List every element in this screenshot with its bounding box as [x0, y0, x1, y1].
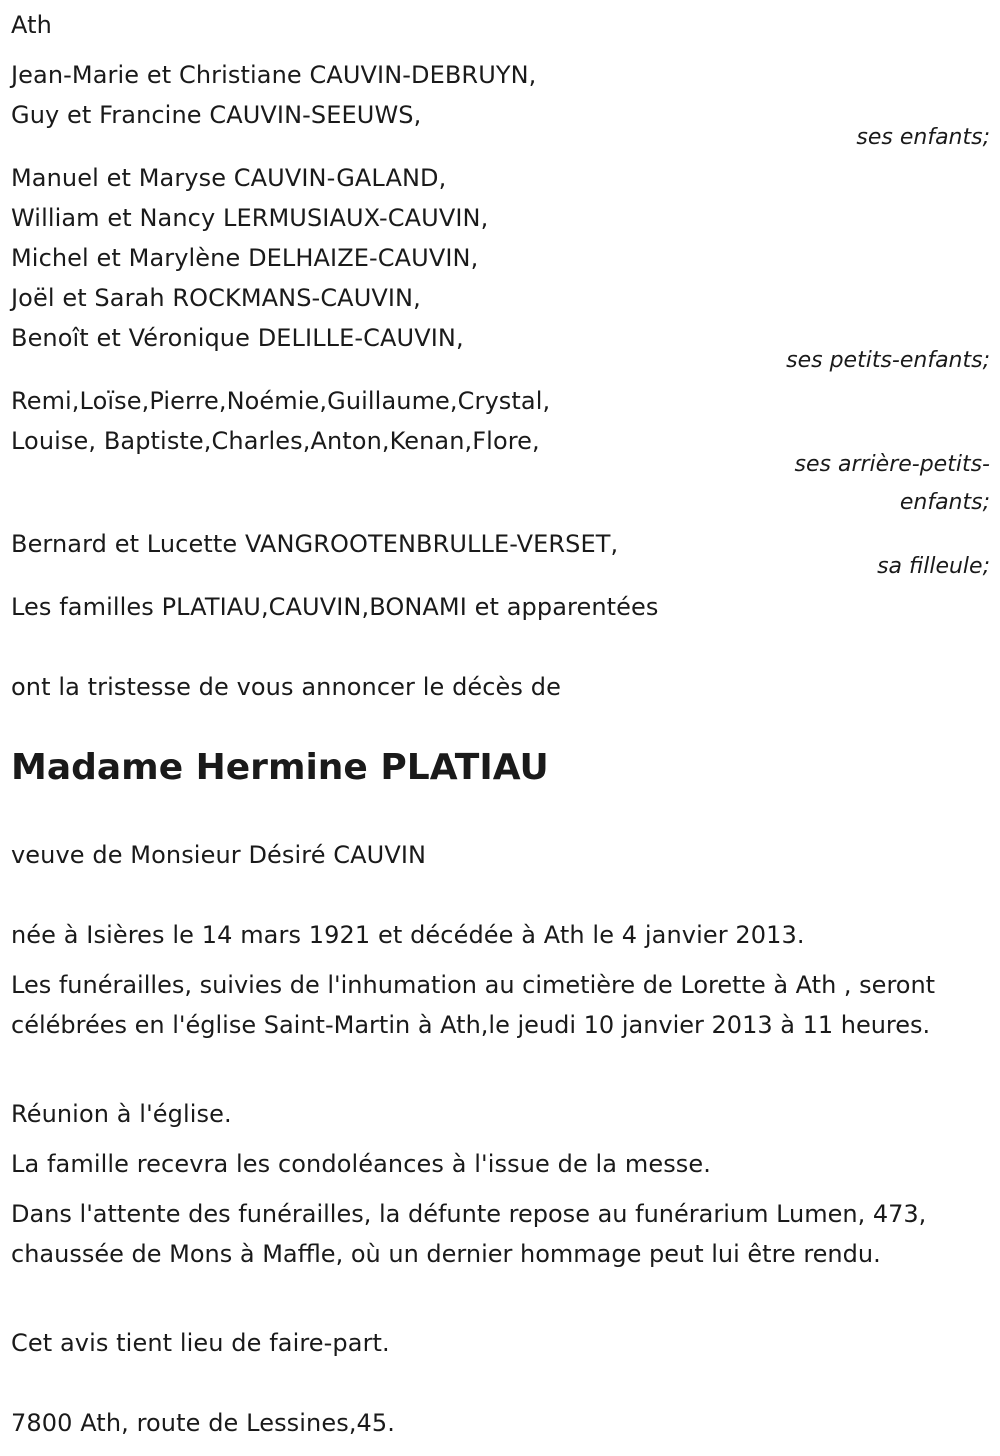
family-address: 7800 Ath, route de Lessines,45.	[11, 1409, 396, 1437]
families-line: Les familles PLATIAU,CAUVIN,BONAMI et apparentées	[11, 593, 659, 621]
child-name-2: Guy et Francine CAUVIN-SEEUWS,	[11, 101, 422, 129]
widow-of: veuve de Monsieur Désiré CAUVIN	[11, 841, 427, 869]
grandchild-name-1: Manuel et Maryse CAUVIN-GALAND,	[11, 164, 447, 192]
goddaughter-role: sa filleule;	[877, 554, 990, 579]
birth-death-dates: née à Isières le 14 mars 1921 et décédée à Ath le 4 janvier 2013.	[11, 921, 805, 949]
grandchild-name-2: William et Nancy LERMUSIAUX-CAUVIN,	[11, 204, 489, 232]
grandchild-name-3: Michel et Marylène DELHAIZE-CAUVIN,	[11, 244, 479, 272]
great-grandchild-names-1: Remi,Loïse,Pierre,Noémie,Guillaume,Crystal,	[11, 387, 551, 415]
grandchild-name-4: Joël et Sarah ROCKMANS-CAUVIN,	[11, 284, 421, 312]
great-grandchildren-role: ses arrière-petits-enfants;	[794, 452, 990, 515]
child-name-1: Jean-Marie et Christiane CAUVIN-DEBRUYN,	[11, 61, 537, 89]
meeting-place: Réunion à l'église.	[11, 1100, 232, 1128]
announcement: ont la tristesse de vous annoncer le décès de	[11, 673, 561, 701]
children-role: ses enfants;	[856, 125, 990, 150]
grandchildren-role: ses petits-enfants;	[786, 348, 990, 373]
condolences: La famille recevra les condoléances à l'issue de la messe.	[11, 1150, 711, 1178]
repose-details: Dans l'attente des funérailles, la défunte repose au funérarium Lumen, 473, chaussée de Mons à Maffle, où un dernier hommage peut lui être rendu.	[11, 1200, 927, 1268]
location: Ath	[11, 11, 52, 39]
funeral-details: Les funérailles, suivies de l'inhumation au cimetière de Lorette à Ath , seront célébrées en l'église Saint-Martin à Ath,le jeudi 10 janvier 2013 à 11 heures.	[11, 971, 936, 1039]
great-grandchild-names-2: Louise, Baptiste,Charles,Anton,Kenan,Flore,	[11, 427, 540, 455]
grandchild-name-5: Benoît et Véronique DELILLE-CAUVIN,	[11, 324, 464, 352]
notice-statement: Cet avis tient lieu de faire-part.	[11, 1329, 390, 1357]
deceased-name: Madame Hermine PLATIAU	[11, 747, 549, 788]
goddaughter-name: Bernard et Lucette VANGROOTENBRULLE-VERSET,	[11, 530, 619, 558]
